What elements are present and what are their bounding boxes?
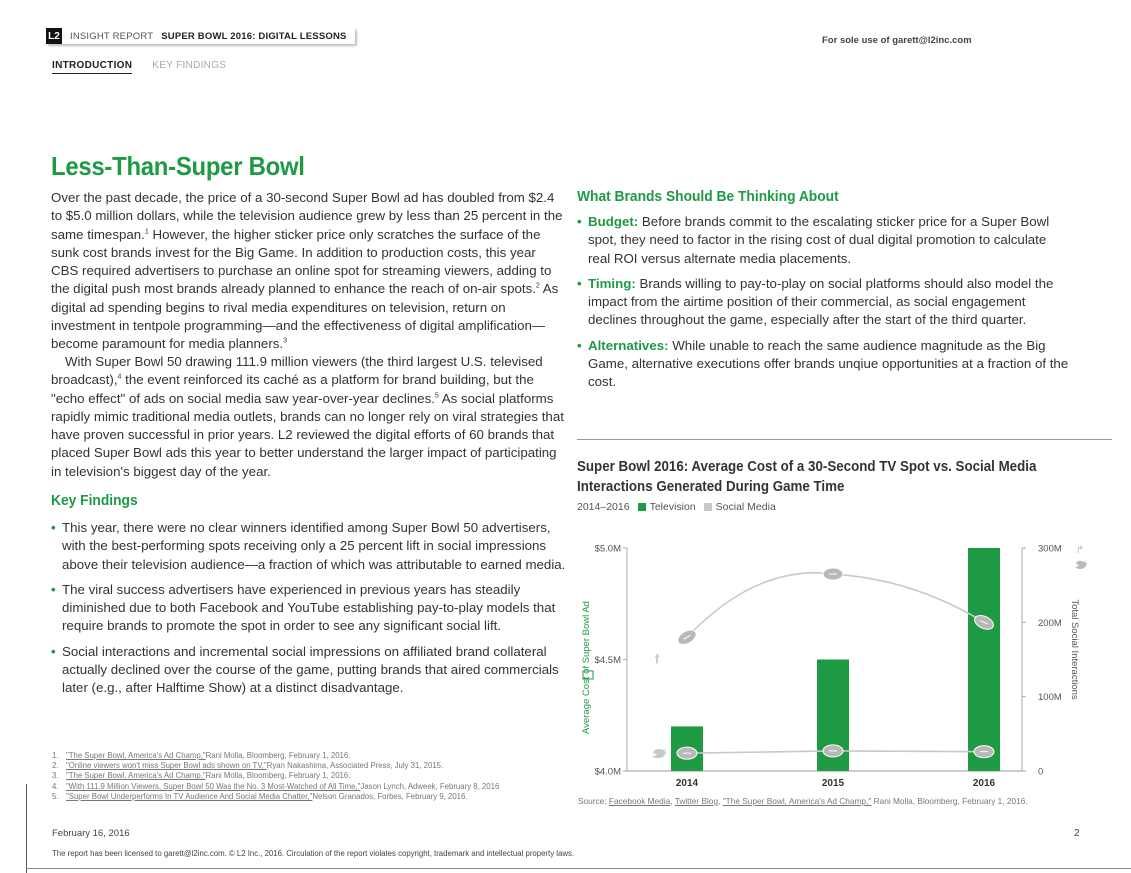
chart-title: Super Bowl 2016: Average Cost of a 30-Second TV Spot vs. Social Media Interactions Generated During Game Time	[577, 459, 1037, 495]
x-tick-label: 2015	[821, 778, 845, 789]
footnote-ref: 1	[144, 228, 149, 236]
bullet-icon: •	[51, 520, 56, 535]
footnote	[52, 782, 572, 792]
twitter-football-marker	[823, 745, 843, 757]
facebook-line	[687, 573, 984, 637]
license-notice: The report has been licensed to garett@l2inc.com. © L2 Inc., 2016. Circulation of the report violates copyright, trademark and intellectual property laws.	[52, 849, 575, 858]
footnote-ref: 2	[535, 283, 540, 291]
footnote-link[interactable]: "With 111.9 Million Viewers, Super Bowl 50 Was the No. 3 Most-Watched of All Time,"	[66, 781, 361, 791]
margin-rule	[26, 784, 27, 873]
bullet-icon: •	[577, 337, 582, 353]
source-label: Source:	[578, 796, 609, 806]
page-number: 2	[1074, 828, 1080, 839]
list-item-text: Before brands commit to the escalating sticker price for a Super Bowl spot, they need to factor in the rising cost of dual digital promotion to calculate real ROI versus alternate media placements.	[588, 214, 1050, 266]
twitter-bird-icon	[1075, 560, 1087, 569]
sole-use-notice: For sole use of garett@l2inc.com	[822, 35, 972, 46]
x-tick-label: 2014	[675, 778, 699, 789]
bullet-icon: •	[51, 643, 56, 659]
list-item-text: While unable to reach the same audience magnitude as the Big Game, alternative executions offer brands unqiue opportunities at a fraction of the cost.	[588, 337, 1069, 390]
intro-paragraph-2	[51, 353, 566, 481]
list-item	[51, 643, 566, 698]
footnote-number: 3.	[52, 771, 59, 781]
intro-paragraph-1	[51, 189, 566, 354]
footnote-link[interactable]: "Super Bowl Underperforms In TV Audience And Social Media Chatter,"	[66, 791, 313, 801]
footnote	[52, 792, 572, 802]
list-item-text: This year, there were no clear winners identified among Super Bowl 50 advertisers, with the best-performing spots receiving only a 25 percent lift in social impressions above their television audience—a fraction of which was attributable to earned media.	[62, 520, 566, 572]
left-tick-label: $4.5M	[594, 655, 621, 666]
footnote-ref: 4	[117, 373, 122, 381]
page-title: Less-Than-Super Bowl	[51, 151, 305, 181]
footnote-number: 4.	[52, 781, 59, 791]
twitter-icon	[1075, 560, 1087, 569]
footnote-number: 5.	[52, 791, 59, 801]
section-divider	[577, 439, 1112, 440]
right-tick-label: 100M	[1038, 692, 1062, 704]
list-item-text: The viral success advertisers have experienced in previous years has steadily diminished due to both Facebook and YouTube establishing pay-to-play models that require brands to promote the spot in order to see any significant social lift.	[62, 581, 556, 634]
bullet-icon: •	[577, 214, 582, 229]
chart-canvas	[577, 530, 1117, 792]
list-item-text: Social interactions and incremental social impressions on affiliated brand collateral actually declined over the course of the game, putting brands that aired commercials later (e.g., after Halftime Show) at a distinct disadvantage.	[62, 643, 559, 696]
chart-legend	[577, 501, 776, 513]
right-tick-label: 200M	[1038, 617, 1062, 629]
footnote-number: 2.	[52, 761, 59, 771]
report-label: INSIGHT REPORT	[70, 30, 154, 42]
list-item-text: Brands willing to pay-to-play on social platforms should also model the impact from the airtime position of their commercial, as social engagement declines throughout the game, especially after the start of the third quarter.	[588, 275, 1054, 328]
l2-logo: L2	[46, 28, 62, 44]
source-tail: Rani Molla, Bloomberg, February 1, 2016.	[871, 796, 1028, 806]
twitter-football-marker	[974, 746, 994, 758]
legend-social	[704, 501, 776, 513]
bullet-icon: •	[51, 581, 56, 597]
brands-heading: What Brands Should Be Thinking About	[577, 188, 839, 205]
twitter-icon	[652, 748, 666, 758]
facebook-icon: f	[654, 651, 660, 667]
source-link-bloomberg[interactable]: "The Super Bowl, America's Ad Champ,"	[722, 796, 872, 806]
footnote-ref: 5	[434, 392, 439, 400]
share-icon: ↱	[1075, 545, 1085, 556]
footnote	[52, 751, 572, 761]
brands-list	[577, 213, 1072, 399]
intro-sentence: the event reinforced its caché as a platform for brand building, but the "echo effect" of ads on social media saw year-over-year declines.	[51, 372, 534, 406]
tab-key-findings[interactable]: KEY FINDINGS	[152, 60, 227, 71]
key-findings-heading: Key Findings	[51, 492, 138, 509]
right-tick-label: 0	[1038, 766, 1044, 778]
footnote-link[interactable]: "The Super Bowl, America's Ad Champ,"	[66, 751, 206, 760]
right-axis-title: Total Social Interactions	[1069, 599, 1080, 700]
bar-television	[968, 548, 1000, 771]
source-link-facebook[interactable]: Facebook Media	[608, 796, 671, 806]
intro-sentence: However, the higher sticker price only scratches the surface of the sunk cost brands invest for the Big Game. In addition to production costs, this year CBS required advertisers to purchase an online spot for streaming viewers, adding to the digital push most brands already planned to enhance the reach of on-air spots.	[51, 226, 552, 297]
footnote-rest: Rani Molla, Bloomberg, February 1, 2016.	[205, 771, 351, 781]
legend-label: Social Media	[715, 501, 776, 513]
footnote-ref: 3	[283, 337, 287, 345]
twitter-bird-icon	[652, 748, 666, 758]
twitter-football-marker	[677, 747, 697, 759]
legend-television	[638, 501, 696, 513]
section-nav	[52, 60, 226, 74]
chart-source: Source: Facebook Media, Twitter Blog, "The Super Bowl, America's Ad Champ," Rani Molla, Bloomberg, February 1, 2016.	[578, 796, 1028, 806]
left-tick-label: $4.0M	[594, 766, 621, 778]
left-axis-title: Average Cost of Super Bowl Ad	[581, 601, 592, 734]
footnote-rest: Rani Molla, Bloomberg, February 1, 2016.	[205, 751, 351, 760]
footnote-rest: Ryan Nakashima, Associated Press, July 31, 2015.	[266, 761, 444, 771]
source-link-twitter[interactable]: Twitter Blog	[674, 796, 719, 806]
intro-sentence: As social platforms rapidly mimic traditional media outlets, brands can no longer rely on viral strategies that have proven successful in prior years. L2 reviewed the digital efforts of 60 brands that placed Super Bowl ads this year to better understand the larger impact of participating in television's biggest day of the year.	[51, 390, 564, 479]
list-item	[577, 337, 1072, 392]
footnote-rest: Nelson Granados, Forbes, February 9, 2016.	[312, 791, 468, 801]
legend-label: Television	[649, 501, 696, 513]
footnotes	[52, 751, 572, 802]
legend-period: 2014–2016	[577, 501, 630, 513]
legend-swatch-social	[704, 503, 712, 511]
left-tick-label: $5.0M	[594, 543, 621, 555]
report-header	[46, 28, 355, 44]
list-item	[51, 519, 566, 574]
list-item	[577, 213, 1072, 268]
list-item	[577, 275, 1072, 330]
footnote	[52, 761, 572, 771]
footnote-link[interactable]: "The Super Bowl, America's Ad Champ,"	[66, 771, 206, 781]
term-alternatives: Alternatives:	[588, 337, 669, 353]
bullet-icon: •	[577, 275, 582, 291]
list-item	[51, 581, 566, 636]
x-tick-label: 2016	[972, 778, 996, 789]
key-findings-list	[51, 519, 566, 705]
right-tick-label: 300M	[1038, 543, 1062, 555]
intro-sentence: Over the past decade, the price of a 30-second Super Bowl ad has doubled from $2.4 to $5.0 million dollars, while the television audience grew by less than 25 percent in the same timespan.	[51, 190, 563, 242]
footnote-number: 1.	[52, 751, 59, 760]
bottom-rule	[26, 868, 1131, 869]
footnote-rest: Jason Lynch, Adweek, February 8, 2016	[360, 781, 500, 791]
intro-sentence: As digital ad spending begins to rival media expenditures on television, return on investment in tentpole programming—and the effectiveness of digital amplification—become paramount for media planners.	[51, 281, 559, 352]
page-date: February 16, 2016	[52, 828, 130, 839]
footnote	[52, 771, 572, 781]
report-title: SUPER BOWL 2016: DIGITAL LESSONS	[161, 30, 347, 42]
facebook-football-marker	[823, 568, 843, 580]
term-budget: Budget:	[588, 214, 639, 229]
tab-introduction[interactable]: INTRODUCTION	[52, 60, 132, 74]
term-timing: Timing:	[588, 275, 636, 291]
intro-sentence: With Super Bowl 50 drawing 111.9 million viewers (the third largest U.S. televised broadcast),	[51, 354, 543, 388]
legend-swatch-television	[638, 503, 646, 511]
footnote-link[interactable]: "Online viewers won't miss Super Bowl ads shown on TV,"	[66, 761, 267, 771]
